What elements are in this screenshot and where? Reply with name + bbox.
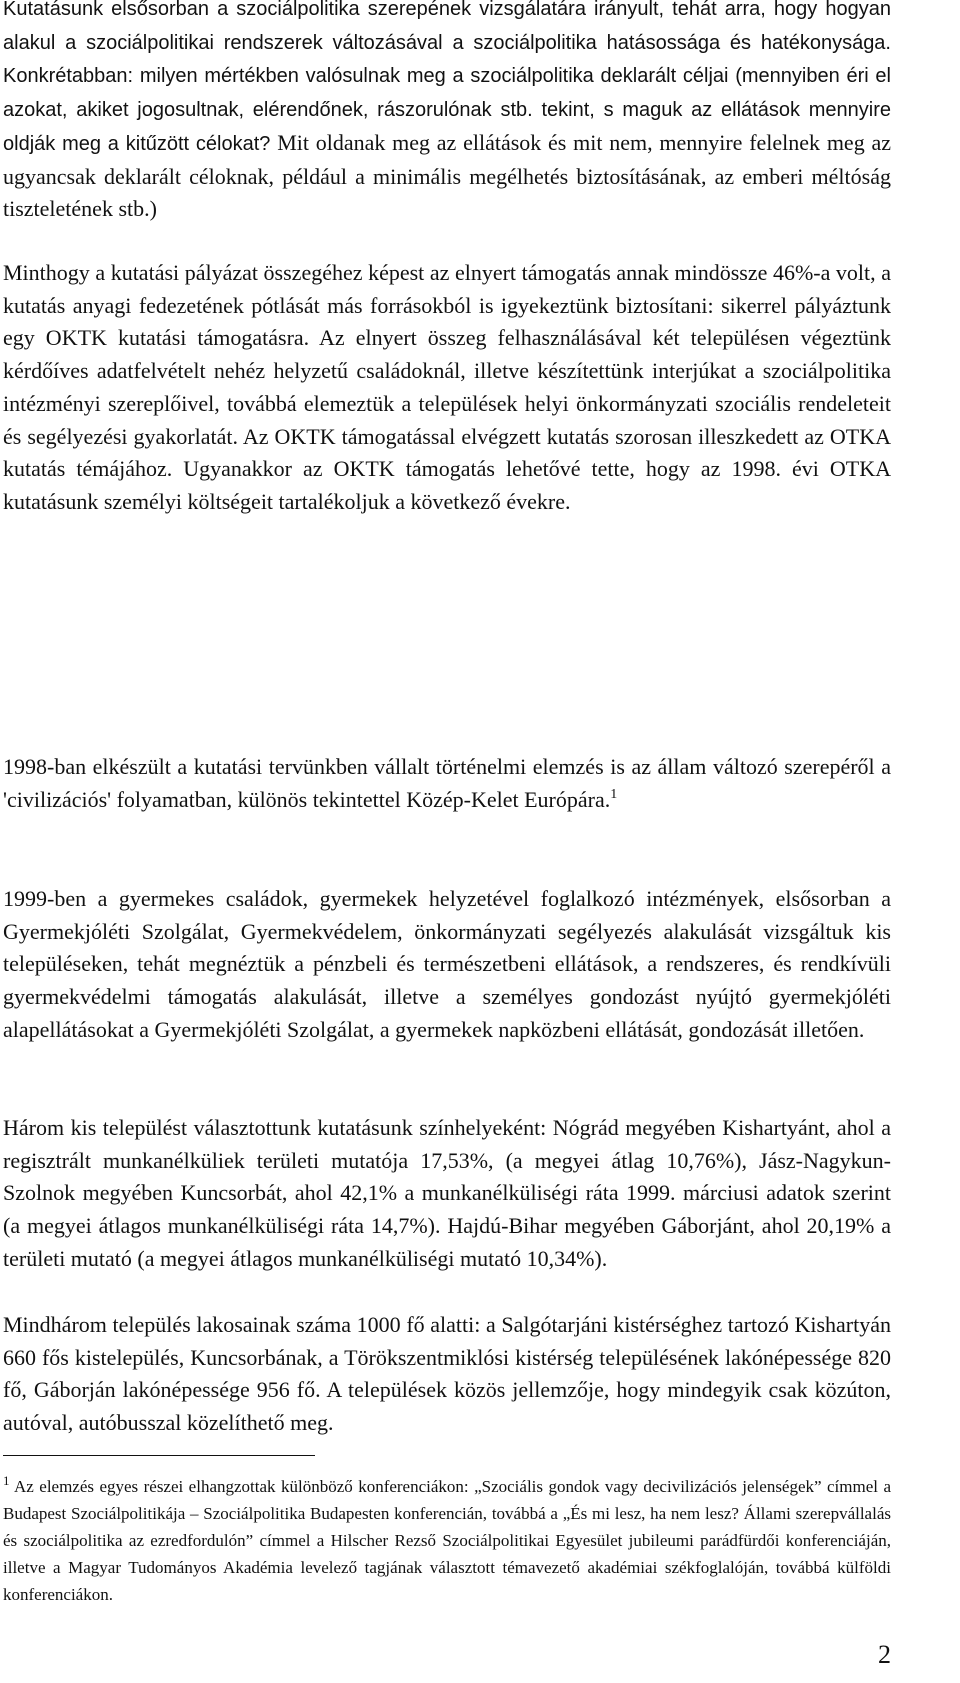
paragraph-historical-analysis-text: 1998-ban elkészült a kutatási tervünkben vállalt történelmi elemzés is az állam változó szerepéről a 'civilizációs' folyamatban, különös tekintettel Közép-Kelet Európára.	[3, 754, 891, 812]
footnote-separator	[3, 1455, 315, 1456]
footnote-marker: 1	[3, 1473, 10, 1488]
paragraph-funding: Minthogy a kutatási pályázat összegéhez képest az elnyert támogatás annak mindössze 46%-a volt, a kutatás anyagi fedezetének pótlását más forrásokból is igyekeztünk biztosítani: sikerrel pályáztunk egy OKTK kutatási támogatásra. Az elnyert összeg felhasználásával két településen végeztünk kérdőíves adatfelvételt nehéz helyzetű családoknál, illetve készítettünk interjúkat a szociálpolitika intézményi szereplőivel, továbbá elemeztük a települések helyi önkormányzati szociális rendeleteit és segélyezési gyakorlatát. Az OKTK támogatással elvégzett kutatás szorosan illeszkedett az OTKA kutatás témájához. Ugyanakkor az OKTK támogatás lehetővé tette, hogy az 1998. évi OTKA kutatásunk személyi költségeit tartalékoljuk a következő évekre.	[3, 260, 891, 514]
footnote-reference: 1	[610, 786, 618, 802]
page-number: 2	[878, 1640, 891, 1669]
paragraph-research-aims-serif-part: Mit oldanak meg az ellátások és mit nem, mennyire felelnek meg az ugyancsak deklarált céloknak, például a minimális megélhetés biztosításának, az emberi méltóság tiszteletének stb.)	[3, 129, 891, 222]
footnote-text: Az elemzés egyes részei elhangzottak különböző konferenciákon: „Szociális gondok vagy decivilizációs jelenségek” címmel a Budapest Szociálpolitikája – Szociálpolitika Budapesten konferencián, továbbá a „És mi lesz, ha nem lesz? Állami szerepvállalás és szociálpolitika az ezredfordulón” címmel a Hilscher Rezső Szociálpolitikai Egyesület jubileumi parádfürdői konferenciáján, illetve a Magyar Tudományos Akadémia levelező tagjának választott témavezető akadémiai székfoglalóján, továbbá külföldi konferenciákon.	[3, 1477, 891, 1604]
paragraph-1999-study: 1999-ben a gyermekes családok, gyermekek helyzetével foglalkozó intézmények, elsősorban a Gyermekjóléti Szolgálat, Gyermekvédelem, önkormányzati segélyezés alakulását vizsgáltuk kis településeken, tehát megnéztük a pénzbeli és természetbeni ellátások, a rendszeres, és rendkívüli gyermekvédelmi támogatás alakulását, illetve a személyes gondozást nyújtó gyermekjóléti alapellátásokat a Gyermekjóléti Szolgálat, a gyermekek napközbeni ellátását, gondozását illetően.	[3, 886, 891, 1042]
paragraph-research-aims	[3, 0, 891, 226]
paragraph-settlements: Három kis települést választottunk kutatásunk színhelyeként: Nógrád megyében Kishartyánt, ahol a regisztrált munkanélküliek területi mutatója 17,53%, (a megyei átlag 10,76%), Jász-Nagykun-Szolnok megyében Kuncsorbát, ahol 42,1% a munkanélküliségi ráta 1999. márciusi adatok szerint (a megyei átlagos munkanélküliségi ráta 14,7%). Hajdú-Bihar megyében Gáborjánt, ahol 20,19% a területi mutató (a megyei átlagos munkanélküliségi mutató 10,34%).	[3, 1115, 891, 1271]
paragraph-research-aims-sans-part: Kutatásunk elsősorban a szociálpolitika szerepének vizsgálatára irányult, tehát arra, hogy hogyan alakul a szociálpolitikai rendszerek változásával a szociálpolitika hatásossága és hatékonysága. Konkrétabban: milyen mértékben valósulnak meg a szociálpolitika deklarált céljai (mennyiben éri el azokat, akiket jogosultnak, elérendőnek, rászorulónak stb. tekint, s maguk az ellátások mennyire oldják meg a kitűzött célokat?	[3, 0, 891, 155]
footnote	[3, 1473, 891, 1608]
paragraph-historical-analysis	[3, 751, 891, 816]
paragraph-population: Mindhárom település lakosainak száma 1000 fő alatti: a Salgótarjáni kistérséghez tartozó Kishartyán 660 fős kistelepülés, Kuncsorbának, a Törökszentmiklósi kistérség településének lakónépessége 820 fő, Gáborján lakónépessége 956 fő. A települések közös jellemzője, hogy mindegyik csak közúton, autóval, autóbusszal közelíthető meg.	[3, 1312, 891, 1436]
